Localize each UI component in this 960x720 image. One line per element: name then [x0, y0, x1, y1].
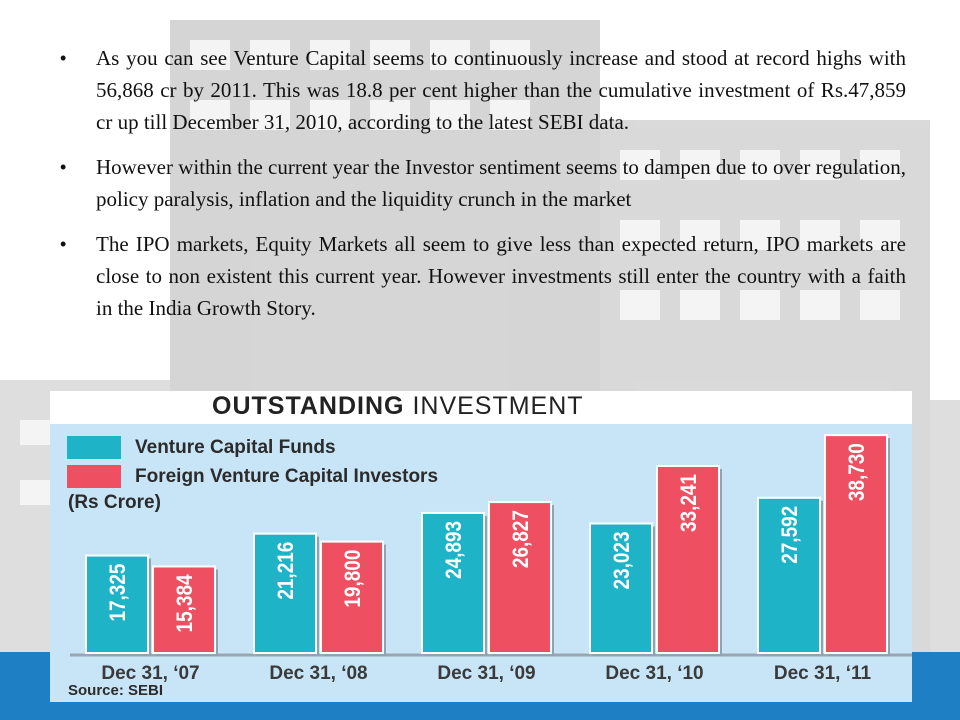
chart-panel [50, 391, 912, 702]
category-label: Dec 31, ‘07 [101, 663, 200, 684]
bar-value-label: 27,592 [777, 496, 802, 564]
bar-value-label: 33,241 [676, 464, 701, 533]
source-label: Source: SEBI [68, 682, 164, 699]
bullet-marker: • [60, 48, 67, 68]
legend-label-fvci: Foreign Venture Capital Investors [135, 466, 439, 487]
chart-title-bold: OUTSTANDING [212, 392, 405, 420]
category-label: Dec 31, ‘08 [269, 663, 368, 684]
bullet-text: As you can see Venture Capital seems to continuously increase and stood at record highs with 56,868 cr by 2011. This was 18.8 per cent higher than the cumulative investment of Rs.47,859 cr up till December 31, 2010, according to the latest SEBI data. [96, 46, 906, 134]
unit-label: (Rs Crore) [68, 492, 161, 513]
bar-value-label: 21,216 [273, 532, 298, 600]
bar-value-label: 23,023 [609, 522, 634, 590]
bar-value-label: 15,384 [172, 565, 197, 633]
bullet-text: However within the current year the Investor sentiment seems to dampen due to over regulation, policy paralysis, inflation and the liquidity crunch in the market [96, 155, 906, 211]
category-label: Dec 31, ‘09 [437, 663, 536, 684]
chart-title-light: INVESTMENT [412, 392, 584, 420]
bar-value-label: 26,827 [508, 500, 533, 569]
bar-value-label: 17,325 [105, 554, 130, 622]
bullet-marker: • [60, 157, 67, 177]
bullet-text: The IPO markets, Equity Markets all seem to give less than expected return, IPO markets are close to non existent this current year. However investments still enter the country with a faith in the India Growth Story. [96, 232, 906, 320]
bullet-marker: • [60, 234, 67, 254]
bullet-list [60, 42, 906, 337]
category-label: Dec 31, ‘10 [605, 663, 704, 684]
bullet-item [60, 228, 906, 324]
bullet-item [60, 42, 906, 138]
category-label: Dec 31, ‘11 [773, 663, 872, 684]
legend-label-vcf: Venture Capital Funds [135, 437, 336, 458]
bar-value-label: 38,730 [844, 433, 869, 502]
bar-value-label: 19,800 [340, 540, 365, 608]
bullet-item [60, 151, 906, 215]
bar-plot [50, 391, 912, 702]
bar-value-label: 24,893 [441, 511, 466, 579]
